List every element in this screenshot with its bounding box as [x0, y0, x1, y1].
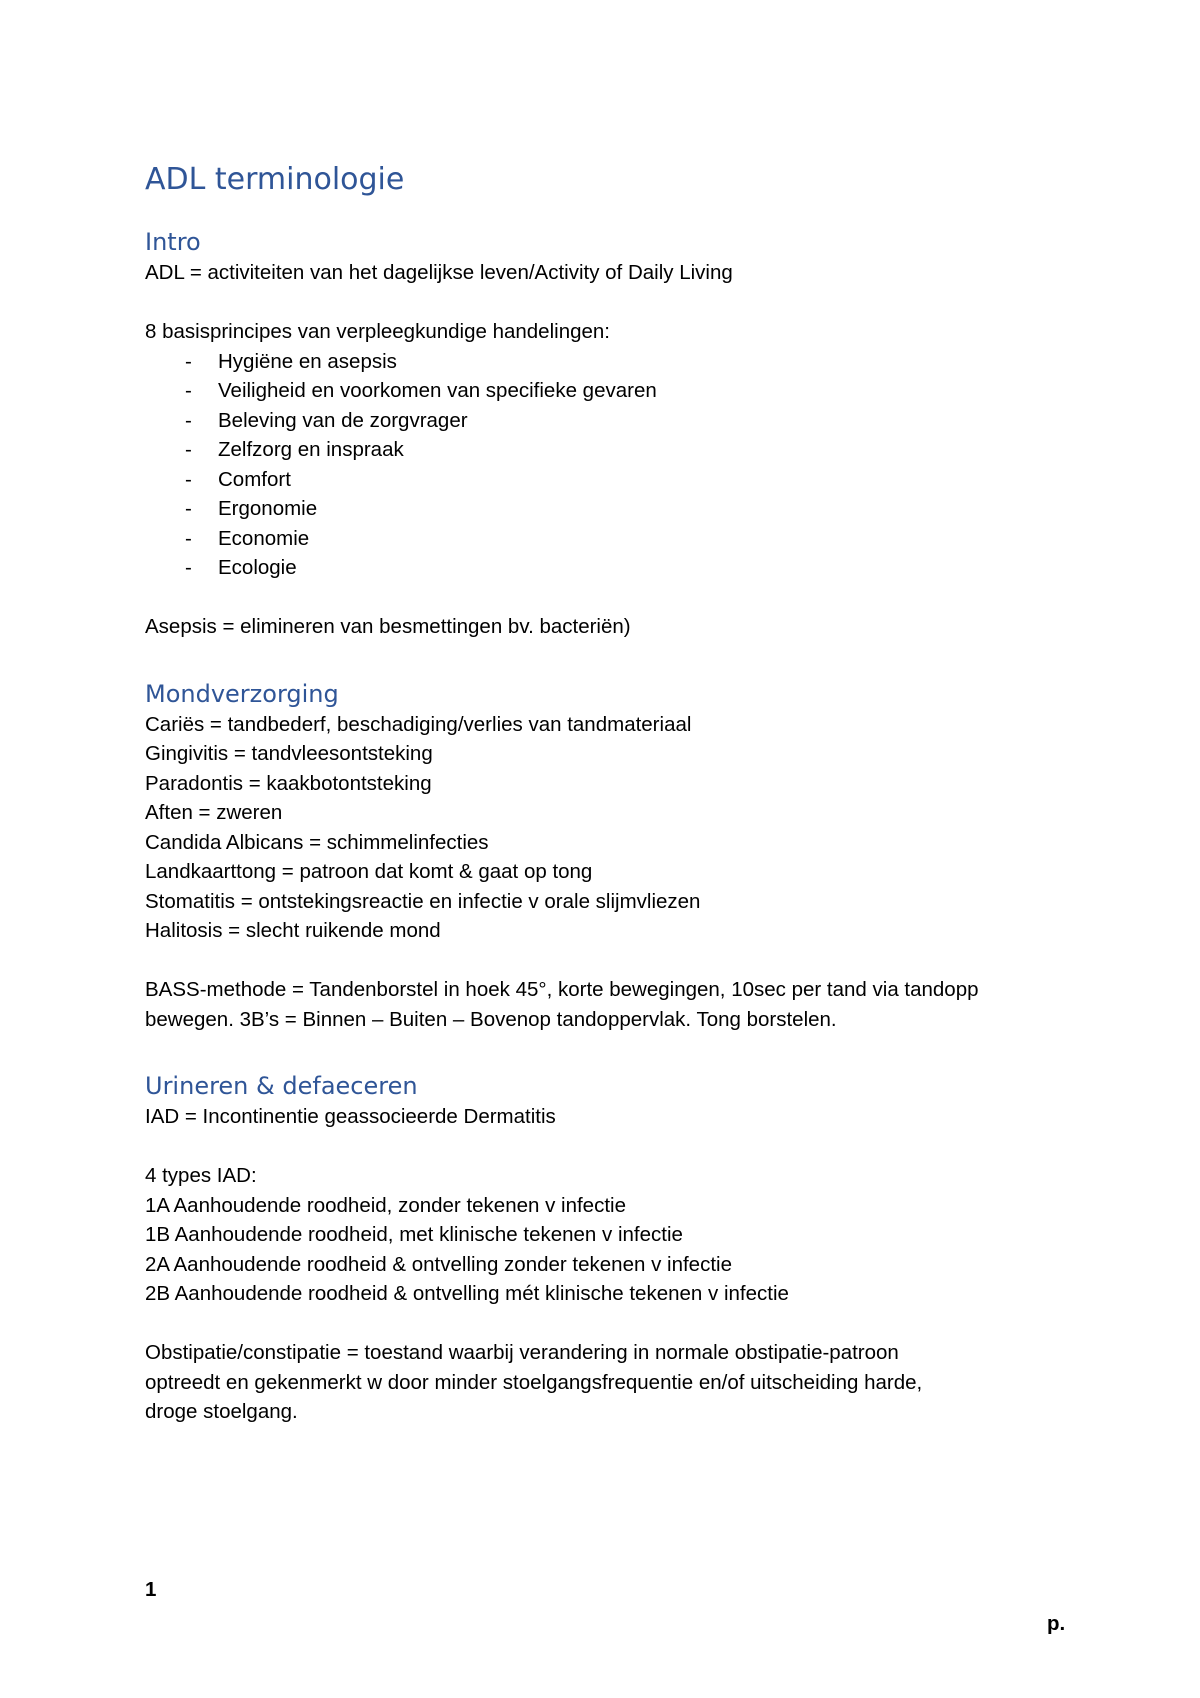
iad-type-line: 2B Aanhoudende roodheid & ontvelling mét klinische tekenen v infectie — [145, 1282, 789, 1305]
iad-types-label: 4 types IAD: — [145, 1164, 257, 1187]
obstipatie-line-1: Obstipatie/constipatie = toestand waarbij verandering in normale obstipatie-patroon — [145, 1341, 899, 1364]
list-item: - Zelfzorg en inspraak — [145, 435, 1065, 465]
bass-method-line-2: bewegen. 3B’s = Binnen – Buiten – Bovenop tandoppervlak. Tong borstelen. — [145, 1007, 837, 1031]
term-line: Aften = zweren — [145, 801, 283, 824]
footer-label: p. — [1047, 1612, 1066, 1635]
dash-bullet: - — [185, 349, 192, 373]
dash-bullet: - — [185, 438, 192, 461]
list-item: - Veiligheid en voorkomen van specifieke gevaren — [145, 376, 1065, 406]
term-line: Candida Albicans = schimmelinfecties — [145, 830, 489, 854]
list-item: - Ecologie — [145, 553, 1065, 583]
list-item: - Hygiëne en asepsis — [145, 347, 1065, 377]
page-title: ADL terminologie — [145, 162, 405, 197]
obstipatie-line-2: optreedt en gekenmerkt w door minder stoelgangsfrequentie en/of uitscheiding harde, — [145, 1370, 923, 1394]
term-line: Landkaarttong = patroon dat komt & gaat op tong — [145, 860, 593, 883]
dash-bullet: - — [185, 379, 192, 402]
iad-type-line: 2A Aanhoudende roodheid & ontvelling zonder tekenen v infectie — [145, 1252, 732, 1276]
dash-bullet: - — [185, 497, 192, 520]
principles-label: 8 basisprincipes van verpleegkundige handelingen: — [145, 320, 610, 343]
iad-type-line: 1B Aanhoudende roodheid, met klinische tekenen v infectie — [145, 1223, 683, 1246]
principles-list — [145, 347, 1065, 583]
dash-bullet: - — [185, 467, 192, 491]
iad-definition: IAD = Incontinentie geassocieerde Dermatitis — [145, 1105, 556, 1128]
adl-definition: ADL = activiteiten van het dagelijkse leven/Activity of Daily Living — [145, 261, 733, 284]
obstipatie-line-3: droge stoelgang. — [145, 1400, 298, 1423]
term-line: Halitosis = slecht ruikende mond — [145, 919, 441, 942]
dash-bullet: - — [185, 408, 192, 432]
asepsis-definition: Asepsis = elimineren van besmettingen bv. bacteriën) — [145, 615, 631, 638]
dash-bullet: - — [185, 556, 192, 579]
list-item: - Economie — [145, 524, 1065, 554]
document-page — [145, 160, 1065, 1427]
term-line: Cariës = tandbederf, beschadiging/verlies van tandmateriaal — [145, 712, 692, 736]
heading-urineren-defaeceren: Urineren & defaeceren — [145, 1072, 418, 1100]
term-line: Paradontis = kaakbotontsteking — [145, 771, 432, 795]
term-line: Gingivitis = tandvleesontsteking — [145, 742, 433, 765]
heading-intro: Intro — [145, 228, 201, 256]
list-item: - Comfort — [145, 465, 1065, 495]
dash-bullet: - — [185, 526, 192, 550]
term-line: Stomatitis = ontstekingsreactie en infectie v orale slijmvliezen — [145, 889, 701, 913]
bass-method-line-1: BASS-methode = Tandenborstel in hoek 45°, korte bewegingen, 10sec per tand via tandopp — [145, 978, 979, 1001]
page-number: 1 — [145, 1578, 157, 1601]
list-item: - Ergonomie — [145, 494, 1065, 524]
heading-mondverzorging: Mondverzorging — [145, 679, 339, 708]
iad-type-line: 1A Aanhoudende roodheid, zonder tekenen v infectie — [145, 1193, 626, 1217]
list-item: - Beleving van de zorgvrager — [145, 406, 1065, 436]
